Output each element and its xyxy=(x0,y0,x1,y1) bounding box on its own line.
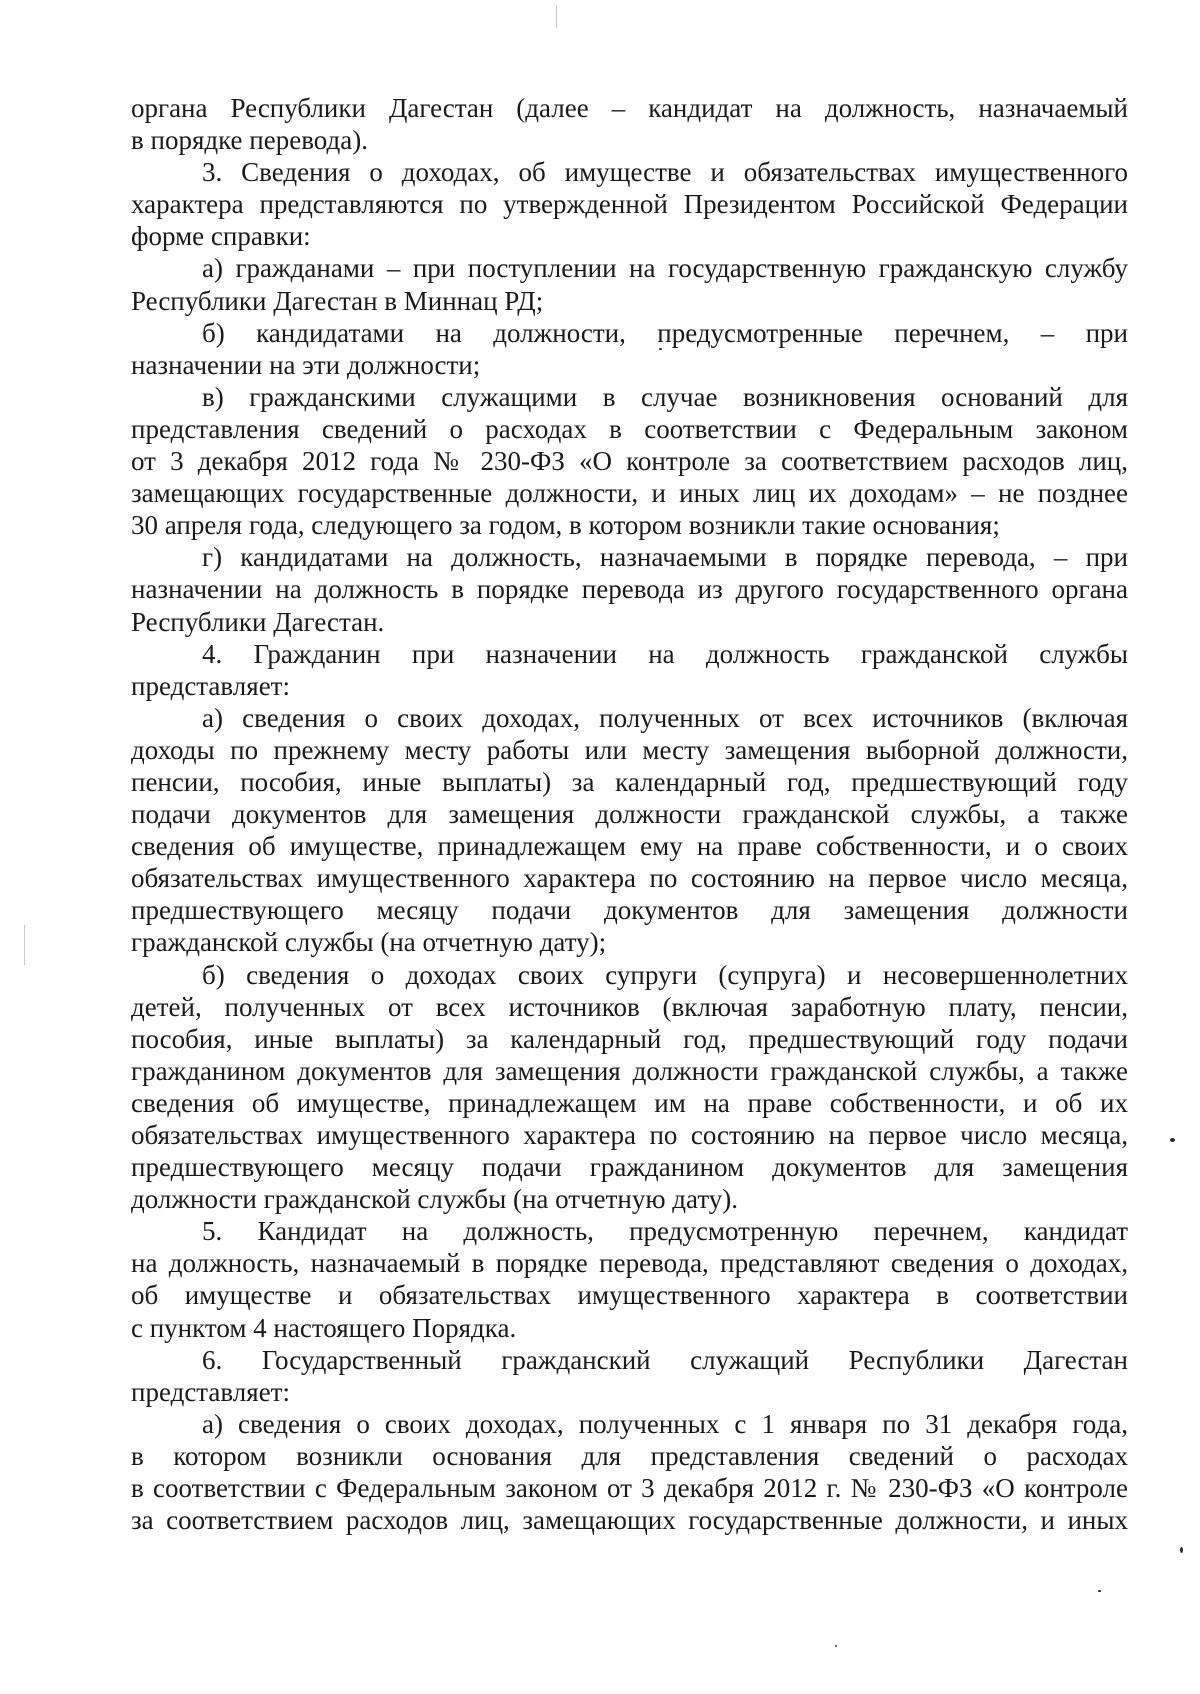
text-line: а) гражданами – при поступлении на государственную гражданскую службу xyxy=(202,253,1128,284)
text-line: сведения об имуществе, принадлежащем им на праве собственности, и об их xyxy=(131,1087,1128,1118)
text-line: замещающих государственные должности, и иных лиц их доходам» – не позднее xyxy=(131,478,1128,509)
document-body xyxy=(131,92,1128,1536)
text-line: представления сведений о расходах в соответствии с Федеральным законом xyxy=(131,413,1128,444)
text-line: предшествующего месяцу подачи гражданином документов для замещения xyxy=(131,1152,1128,1183)
text-line: г) кандидатами на должность, назначаемыми в порядке перевода, – при xyxy=(202,542,1128,573)
text-line: назначении на должность в порядке перевода из другого государственного органа xyxy=(131,574,1128,605)
text-line: за соответствием расходов лиц, замещающих государственные должности, и иных xyxy=(131,1505,1128,1536)
text-line: б) кандидатами на должности, предусмотренные перечнем, – при xyxy=(202,317,1128,348)
text-line: представляет: xyxy=(131,670,290,701)
text-line: обязательствах имущественного характера по состоянию на первое число месяца, xyxy=(131,863,1128,894)
text-line: детей, полученных от всех источников (включая заработную плату, пенсии, xyxy=(131,991,1128,1022)
text-line: 3. Сведения о доходах, об имуществе и обязательствах имущественного xyxy=(202,157,1128,188)
text-line: гражданской службы (на отчетную дату); xyxy=(131,927,607,958)
text-line: Республики Дагестан. xyxy=(131,606,385,637)
scan-edge-mark xyxy=(24,925,25,965)
text-line: в) гражданскими служащими в случае возникновения оснований для xyxy=(202,381,1128,412)
text-line: б) сведения о доходах своих супруги (супруга) и несовершеннолетних xyxy=(202,959,1128,990)
text-line: пособия, иные выплаты) за календарный год, предшествующий году подачи xyxy=(131,1023,1128,1054)
scan-speck xyxy=(659,348,662,350)
text-line: 5. Кандидат на должность, предусмотренную перечнем, кандидат xyxy=(202,1216,1128,1247)
text-line: обязательствах имущественного характера по состоянию на первое число месяца, xyxy=(131,1120,1128,1150)
scan-speck xyxy=(835,1645,837,1647)
text-line: назначении на эти должности; xyxy=(131,349,481,380)
text-line: 4. Гражданин при назначении на должность гражданской службы xyxy=(202,638,1128,669)
text-line: должности гражданской службы (на отчетную дату). xyxy=(131,1184,739,1215)
text-line: подачи документов для замещения должности гражданской службы, а также xyxy=(131,799,1128,830)
text-line: предшествующего месяцу подачи документов для замещения должности xyxy=(131,895,1128,926)
text-line: форме справки: xyxy=(131,221,311,252)
text-line: пенсии, пособия, иные выплаты) за календарный год, предшествующий году xyxy=(131,766,1128,797)
text-line: представляет: xyxy=(131,1376,290,1407)
text-line: а) сведения о своих доходах, полученных от всех источников (включая xyxy=(202,702,1128,733)
text-line: об имуществе и обязательствах имущественного характера в соответствии xyxy=(131,1280,1128,1311)
scan-speck xyxy=(1180,1547,1183,1553)
text-line: сведения об имуществе, принадлежащем ему на праве собственности, и о своих xyxy=(131,831,1128,862)
text-line: Республики Дагестан в Миннац РД; xyxy=(131,285,544,316)
text-line: доходы по прежнему месту работы или месту замещения выборной должности, xyxy=(131,734,1128,765)
text-line: характера представляются по утвержденной Президентом Российской Федерации xyxy=(131,189,1128,220)
scan-speck xyxy=(1098,1590,1101,1592)
text-line: на должность, назначаемый в порядке перевода, представляют сведения о доходах, xyxy=(131,1248,1128,1279)
scan-speck xyxy=(1170,1138,1175,1142)
text-line: гражданином документов для замещения должности гражданской службы, а также xyxy=(131,1055,1128,1086)
text-line: 6. Государственный гражданский служащий Республики Дагестан xyxy=(202,1344,1128,1375)
text-line: с пунктом 4 настоящего Порядка. xyxy=(131,1312,517,1343)
scan-edge-mark xyxy=(556,6,557,28)
text-line: в соответствии с Федеральным законом от 3 декабря 2012 г. № 230-ФЗ «О контроле xyxy=(131,1473,1128,1504)
text-line: органа Республики Дагестан (далее – кандидат на должность, назначаемый xyxy=(131,93,1128,123)
text-line: в котором возникли основания для представления сведений о расходах xyxy=(131,1440,1128,1471)
text-line: 30 апреля года, следующего за годом, в котором возникли такие основания; xyxy=(131,510,1000,541)
text-line: а) сведения о своих доходах, полученных с 1 января по 31 декабря года, xyxy=(202,1408,1128,1439)
text-line: от 3 декабря 2012 года № 230-ФЗ «О контроле за соответствием расходов лиц, xyxy=(131,446,1128,477)
text-line: в порядке перевода). xyxy=(131,125,368,156)
